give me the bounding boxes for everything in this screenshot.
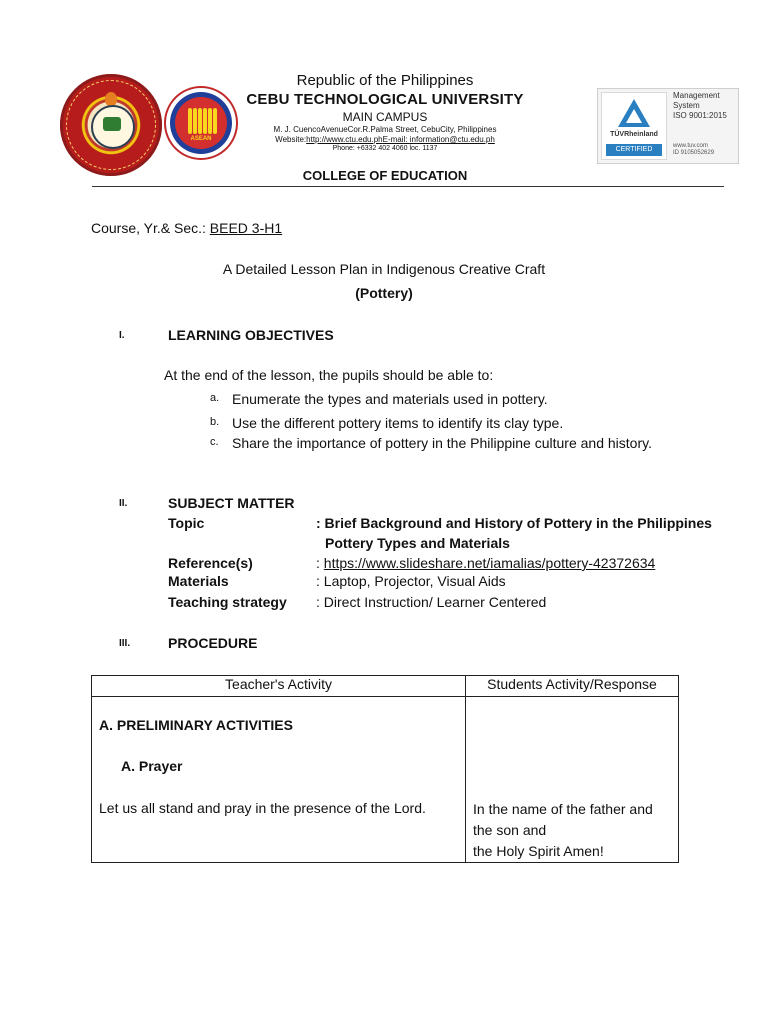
objective-text: Use the different pottery items to identify its clay type. [232, 415, 564, 431]
cert-id: ID 9105052629 [673, 150, 715, 156]
contact-line [240, 135, 530, 144]
certification-badge [597, 88, 739, 164]
objective-item [210, 389, 660, 409]
plan-subtitle: (Pottery) [355, 285, 413, 301]
cert-id-info [673, 143, 714, 157]
cert-line-3: ISO 9001:2015 [673, 111, 727, 120]
course-label: Course, Yr.& Sec.: [91, 220, 210, 236]
student-line: the son and [473, 822, 547, 838]
topic-value-2: Pottery Types and Materials [325, 535, 510, 551]
column-header-teacher: Teacher's Activity [92, 676, 466, 697]
materials-label: Materials [168, 573, 229, 589]
phone: Phone: +6332 402 4060 loc. 1137 [332, 145, 438, 152]
objective-letter: a. [210, 392, 220, 404]
student-line: the Holy Spirit Amen! [473, 843, 604, 859]
website-link[interactable]: http://www.ctu.edu.ph [306, 135, 383, 144]
course-value: BEED 3-H1 [209, 220, 283, 236]
student-response [473, 799, 653, 862]
table-header-row [92, 676, 679, 697]
course-line [91, 220, 282, 236]
materials-value: : Laptop, Projector, Visual Aids [316, 573, 506, 589]
table-row [92, 697, 679, 863]
objective-letter: c. [210, 436, 219, 448]
tuv-logo-icon [601, 92, 667, 160]
reference-link[interactable]: https://www.slideshare.net/iamalias/pottery-42372634 [323, 555, 656, 571]
reference-colon: : [316, 555, 324, 571]
cert-line-1: Management [673, 91, 720, 100]
asean-logo-icon [166, 88, 236, 158]
campus-name: MAIN CAMPUS [342, 110, 428, 124]
section-numeral-3: III. [119, 638, 131, 649]
objective-text: Enumerate the types and materials used in pottery. [232, 391, 548, 407]
asean-label: ASEAN [190, 136, 212, 142]
header-divider [92, 186, 724, 187]
objectives-heading: LEARNING OBJECTIVES [168, 327, 334, 343]
objective-letter: b. [210, 416, 220, 428]
cert-line-2: System [673, 101, 700, 110]
tuv-brand: TÜVRheinland [610, 131, 658, 138]
section-numeral-1: I. [119, 330, 125, 341]
strategy-label: Teaching strategy [168, 594, 287, 610]
student-cell [466, 697, 679, 863]
cert-info [673, 91, 727, 121]
objective-item [210, 433, 660, 473]
reference-value [316, 555, 655, 571]
procedure-table [91, 675, 679, 863]
certified-label: CERTIFIED [606, 144, 662, 156]
reference-label: Reference(s) [168, 555, 253, 571]
strategy-value: : Direct Instruction/ Learner Centered [316, 594, 547, 610]
topic-label: Topic [168, 515, 205, 531]
column-header-students: Students Activity/Response [466, 676, 679, 697]
procedure-heading: PROCEDURE [168, 635, 258, 651]
objective-text: Share the importance of pottery in the Philippine culture and history. [232, 435, 652, 451]
objectives-intro: At the end of the lesson, the pupils should be able to: [164, 367, 494, 383]
objective-item [210, 413, 660, 433]
teacher-text: Let us all stand and pray in the presence of the Lord. [99, 800, 426, 816]
topic-value: : Brief Background and History of Pottery in the Philippines [316, 515, 712, 531]
address: M. J. CuencoAvenueCor.R.Palma Street, CebuCity, Philippines [273, 125, 497, 134]
student-line: In the name of the father and [473, 801, 653, 817]
preliminary-heading: A. PRELIMINARY ACTIVITIES [99, 717, 293, 733]
plan-title: A Detailed Lesson Plan in Indigenous Creative Craft [222, 261, 546, 277]
republic-text: Republic of the Philippines [296, 72, 474, 89]
subject-heading: SUBJECT MATTER [168, 495, 295, 511]
teacher-cell [92, 697, 466, 863]
cert-site: www.tuv.com [673, 143, 708, 149]
website-prefix: Website: [275, 135, 307, 144]
university-seal-icon [60, 74, 162, 176]
email-prefix: E-mail: [382, 135, 410, 144]
email-link[interactable]: information@ctu.edu.ph [409, 135, 495, 144]
university-name: CEBU TECHNOLOGICAL UNIVERSITY [246, 91, 524, 108]
college-name: COLLEGE OF EDUCATION [302, 168, 468, 183]
section-numeral-2: II. [119, 498, 128, 509]
prayer-heading: A. Prayer [121, 758, 183, 774]
